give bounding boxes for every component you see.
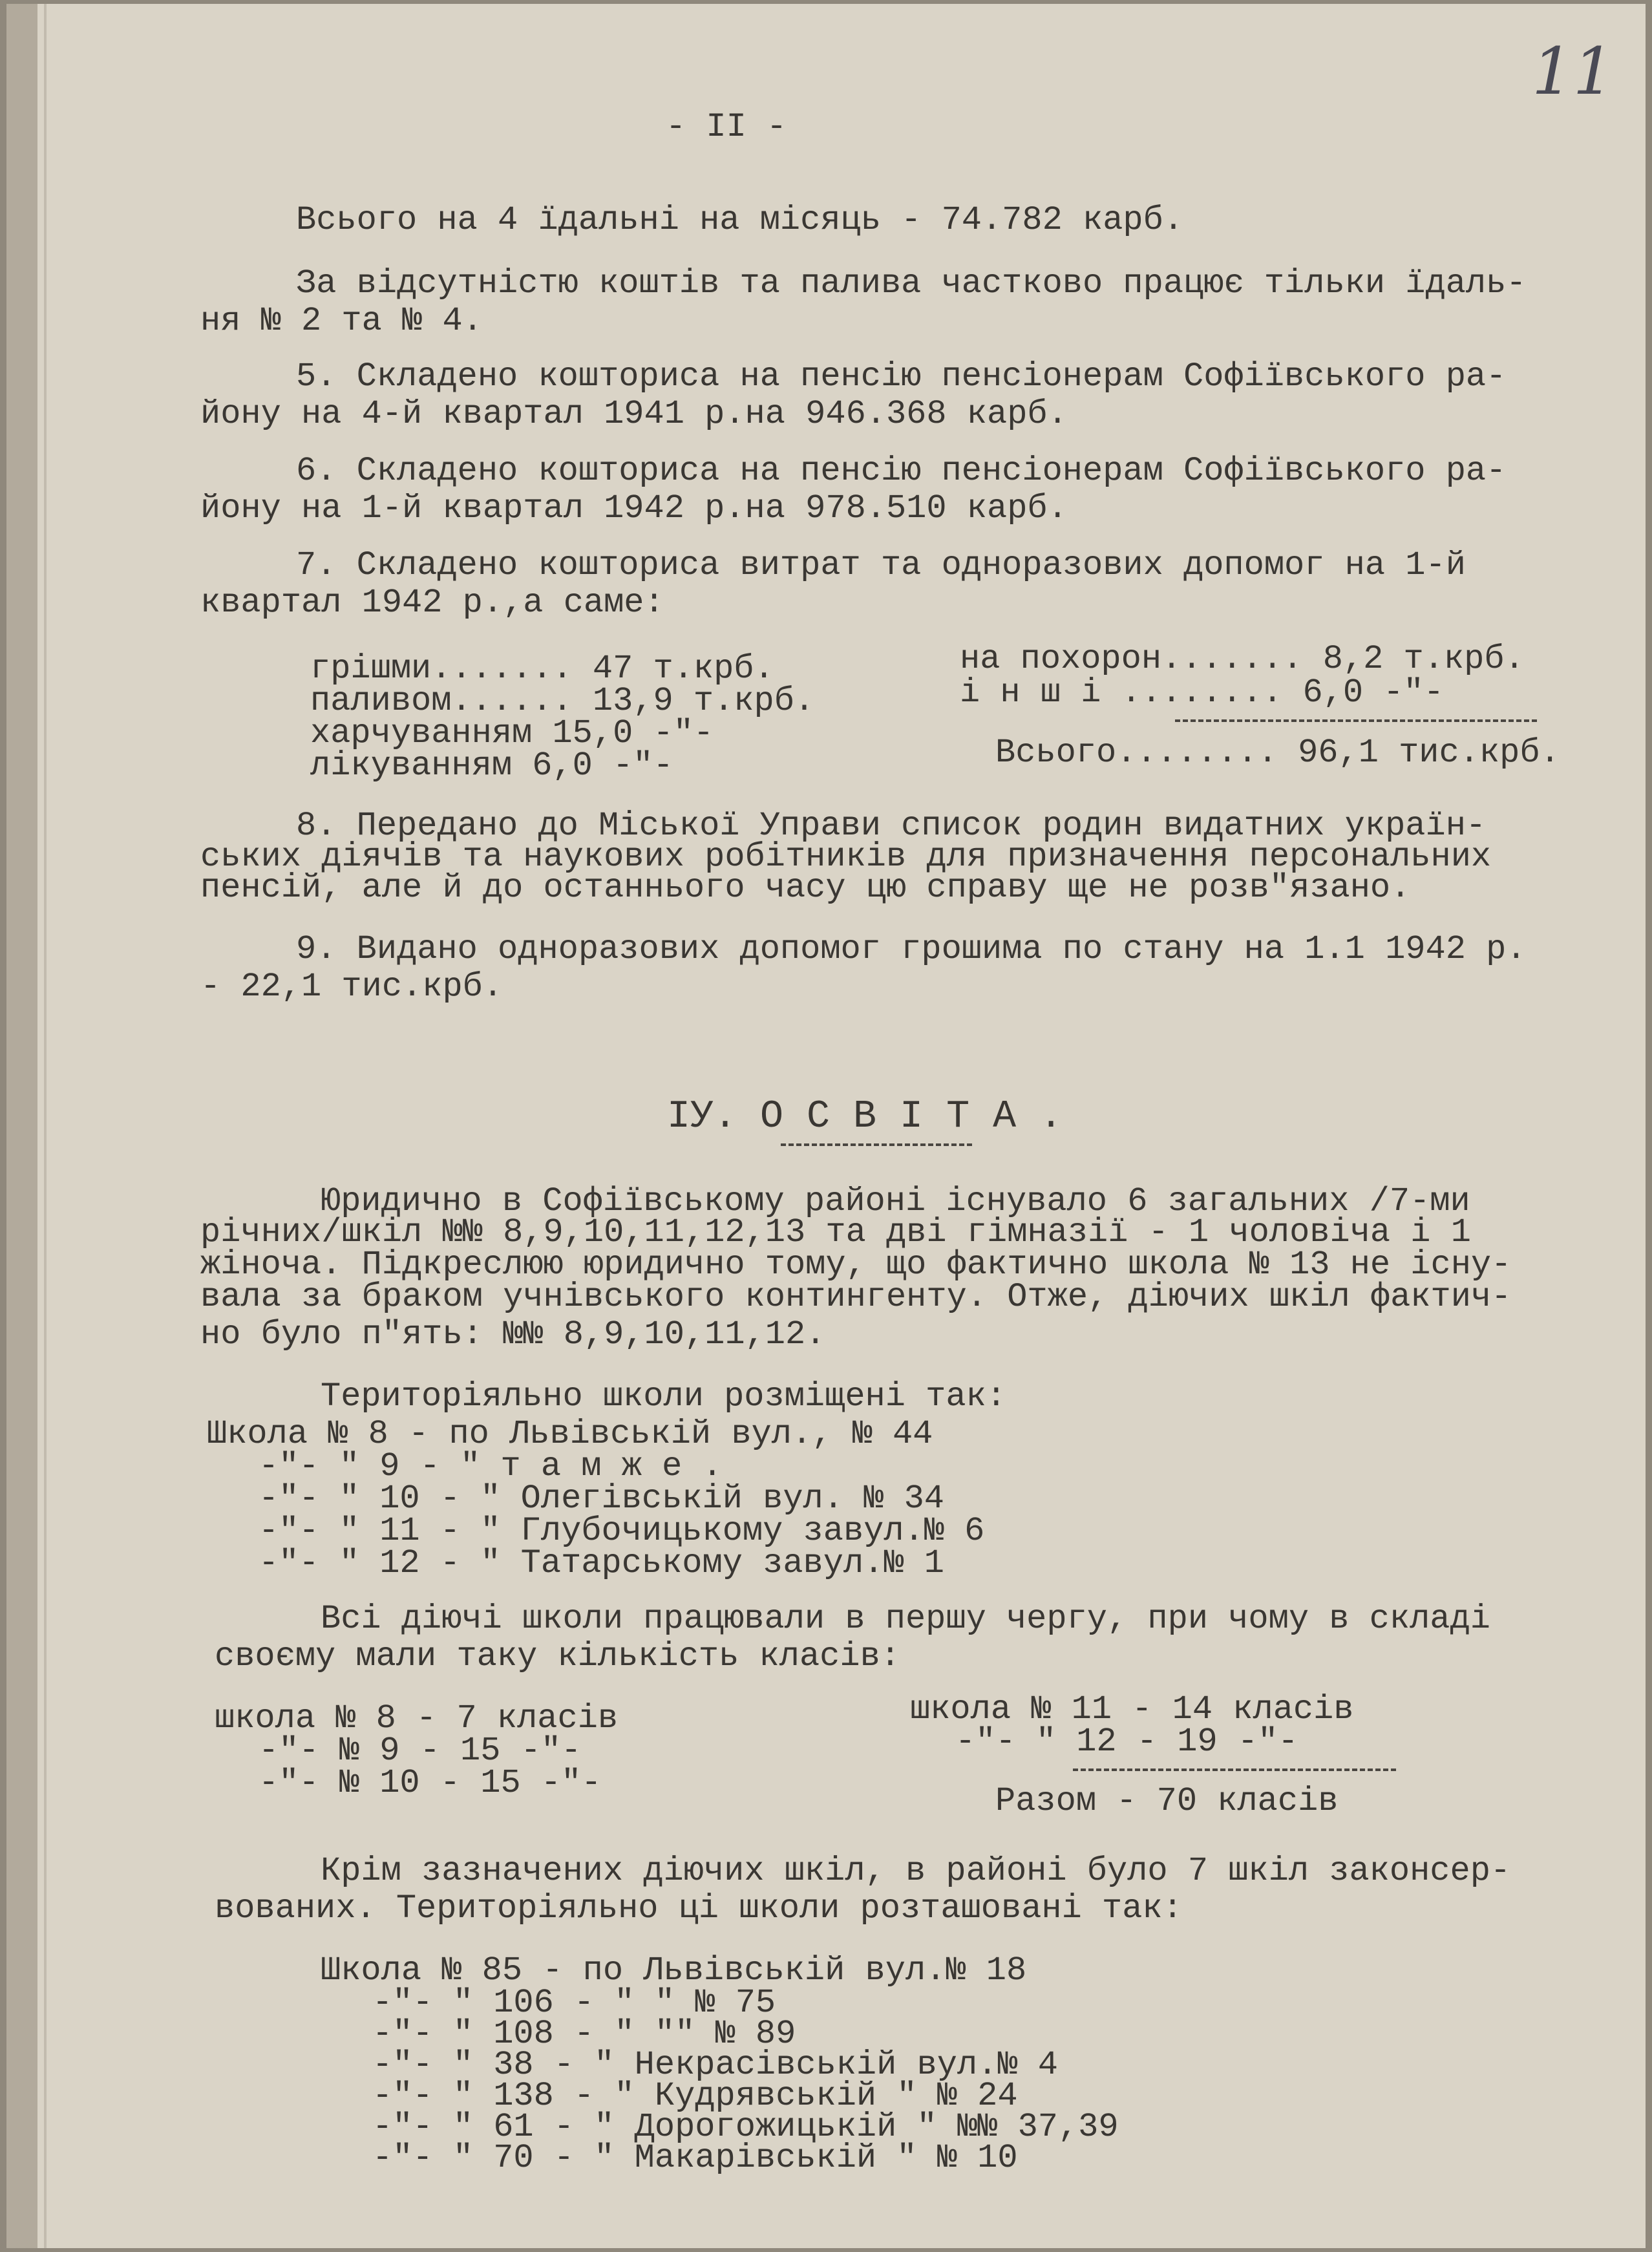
expense-item: харчуванням 15,0 -"-: [310, 714, 714, 752]
sum-rule: [1175, 719, 1537, 722]
text-line: пенсій, але й до останнього часу цю справу ще не розв"язано.: [200, 869, 1411, 907]
text-line: - 22,1 тис.крб.: [200, 968, 503, 1006]
text-line: Територіяльно школи розміщені так:: [321, 1377, 1006, 1416]
text-line: вованих. Територіяльно ці школи розташовані так:: [215, 1889, 1183, 1928]
expense-total: Всього........ 96,1 тис.крб.: [995, 734, 1560, 772]
class-count-row: -"- № 10 - 15 -"-: [259, 1764, 602, 1802]
text-line: своєму мали таку кількість класів:: [215, 1637, 900, 1675]
section-title: IУ. О С В І Т А .: [667, 1095, 1063, 1139]
school-location-row: -"- " 10 - " Олегівській вул. № 34: [259, 1480, 944, 1518]
section-title-underline: [781, 1143, 972, 1146]
text-line: Всі діючі школи працювали в першу чергу, при чому в складі: [321, 1600, 1490, 1638]
conserved-school-row: -"- " 70 - " Макарівській " № 10: [372, 2139, 1018, 2177]
text-line: йону на 1-й квартал 1942 р.на 978.510 карб.: [200, 489, 1068, 527]
folio-number: 11: [1532, 34, 1615, 109]
text-line: но було п"ять: №№ 8,9,10,11,12.: [200, 1315, 826, 1354]
page-number: - II -: [666, 108, 787, 146]
text-line: Крім зазначених діючих шкіл, в районі було 7 шкіл законсер-: [321, 1852, 1511, 1890]
text-line: Всього на 4 їдальні на місяць - 74.782 карб.: [296, 201, 1184, 239]
class-count-row: -"- " 12 - 19 -"-: [955, 1723, 1298, 1761]
class-count-row: школа № 8 - 7 класів: [215, 1699, 619, 1737]
text-line: 5. Складено кошториса на пенсію пенсіонерам Софіївського ра-: [296, 357, 1507, 396]
document-page: [6, 4, 1646, 2248]
binding-crease: [44, 4, 47, 2248]
conserved-school-row: Школа № 85 - по Львівській вул.№ 18: [321, 1951, 1027, 1990]
text-line: йону на 4-й квартал 1941 р.на 946.368 карб.: [200, 395, 1068, 433]
conserved-school-row: -"- " 106 - " " № 75: [372, 1984, 776, 2022]
text-line: 8. Передано до Міської Управи список родин видатних україн-: [296, 807, 1487, 845]
class-count-total: Разом - 70 класів: [995, 1782, 1339, 1820]
text-line: жіноча. Підкреслюю юридично тому, що фактично школа № 13 не існу-: [200, 1246, 1512, 1284]
expense-item: і н ш і ........ 6,0 -"-: [960, 674, 1444, 712]
conserved-school-row: -"- " 108 - " "" № 89: [372, 2015, 796, 2053]
school-location-row: -"- " 11 - " Глубочицькому завул.№ 6: [259, 1512, 985, 1550]
binding-edge: [6, 4, 37, 2248]
conserved-school-row: -"- " 38 - " Некрасівській вул.№ 4: [372, 2046, 1058, 2084]
expense-item: паливом...... 13,9 т.крб.: [310, 682, 815, 720]
expense-item: на похорон....... 8,2 т.крб.: [960, 640, 1525, 678]
text-line: 6. Складено кошториса на пенсію пенсіонерам Софіївського ра-: [296, 452, 1507, 490]
text-line: За відсутністю коштів та палива частково працює тільки їдаль-: [296, 264, 1527, 303]
class-count-row: школа № 11 - 14 класів: [910, 1690, 1354, 1728]
conserved-school-row: -"- " 138 - " Кудрявській " № 24: [372, 2077, 1018, 2115]
sum-rule: [1073, 1769, 1396, 1771]
school-location-row: Школа № 8 - по Львівській вул., № 44: [207, 1415, 933, 1453]
text-line: ня № 2 та № 4.: [200, 302, 483, 340]
text-line: Юридично в Софіївському районі існувало 6 загальних /7-ми: [321, 1182, 1470, 1220]
text-line: ських діячів та наукових робітників для призначення персональних: [200, 838, 1492, 876]
text-line: річних/шкіл №№ 8,9,10,11,12,13 та дві гімназії - 1 чоловіча і 1: [200, 1213, 1471, 1251]
school-location-row: -"- " 9 - " т а м ж е .: [259, 1447, 723, 1485]
conserved-school-row: -"- " 61 - " Дорогожицькій " №№ 37,39: [372, 2108, 1119, 2146]
text-line: 9. Видано одноразових допомог грошима по стану на 1.1 1942 р.: [296, 930, 1527, 968]
expense-item: лікуванням 6,0 -"-: [310, 747, 673, 785]
school-location-row: -"- " 12 - " Татарському завул.№ 1: [259, 1544, 944, 1582]
class-count-row: -"- № 9 - 15 -"-: [259, 1732, 582, 1770]
text-line: 7. Складено кошториса витрат та одноразових допомог на 1-й: [296, 546, 1466, 584]
text-line: вала за браком учнівського контингенту. Отже, діючих шкіл фактич-: [200, 1278, 1512, 1316]
expense-item: грішми....... 47 т.крб.: [310, 650, 774, 688]
text-line: квартал 1942 р.,а саме:: [200, 584, 664, 622]
